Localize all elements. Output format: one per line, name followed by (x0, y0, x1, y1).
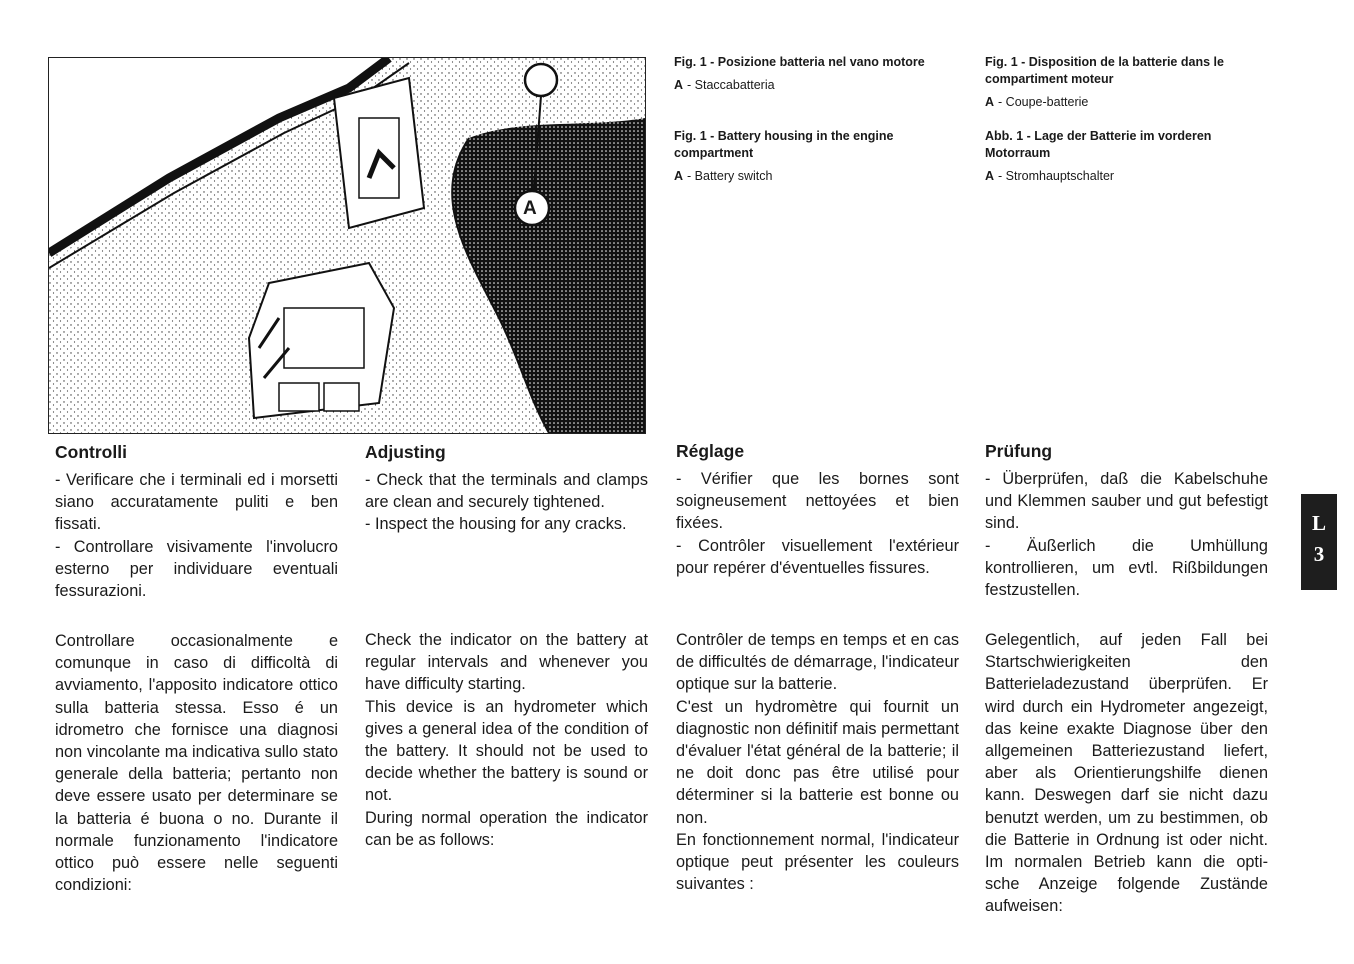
caption-letter-en: A (674, 169, 684, 183)
caption-en (674, 128, 964, 185)
check-text-fr (676, 468, 959, 579)
caption-it (674, 54, 964, 94)
caption-text-en: - Battery switch (687, 169, 773, 183)
check-text-it (55, 469, 338, 602)
indicator-paragraph-en-1: Check the indicator on the battery at regular intervals and whenever you have difficulty starting. (365, 631, 648, 694)
caption-title-it: Fig. 1 - Posizione batteria nel vano motore (674, 55, 925, 69)
battery-housing-illustration (48, 57, 646, 434)
caption-fr (985, 54, 1275, 111)
caption-letter-it: A (674, 78, 684, 92)
caption-letter-fr: A (985, 95, 995, 109)
caption-de (985, 128, 1275, 185)
check-item-fr-1: - Vérifier que les bornes sont soigneusement nettoyées et bien fixées. (676, 470, 959, 533)
indicator-text-fr (676, 629, 959, 895)
check-text-en (365, 469, 648, 536)
caption-text-it: - Staccabatteria (687, 78, 775, 92)
indicator-text-it (55, 630, 338, 896)
check-item-de-2: - Äußerlich die Umhüllung kontrollieren, um evtl. Rißbildungen festzustellen. (985, 536, 1268, 600)
caption-text-fr: - Coupe-batterie (998, 95, 1089, 109)
indicator-paragraph-fr-2: C'est un hydromètre qui fournit un diagnostic non définitif mais permettant d'évaluer l'état général de la batterie; il ne doit donc pas être utilisé pour déterminer si la batterie est bonne ou non. (676, 697, 959, 827)
indicator-text-en (365, 629, 648, 851)
indicator-paragraph-en-3: During normal operation the indicator can be as follows: (365, 808, 648, 849)
indicator-paragraph-de: Gelegentlich, auf jeden Fall bei Startschwierigkeiten den Batterieladezustand überprüfen. Er wird durch ein Hydrometer angezeigt, das keine exakte Diagnose über den allgemeinen Batteriezustand liefert, aber als Orientierungshilfe dienen kann. Deswegen darf sie nicht dazu benutzt werden, um zu bestimmen, ob die Batterie in Ordnung ist oder nicht. Im normalen Betrieb kann die opti-sche Anzeige folgende Zustände aufweisen: (985, 631, 1268, 916)
check-text-de (985, 468, 1268, 601)
heading-fr: Réglage (676, 441, 745, 461)
check-item-it-1: - Verificare che i terminali ed i morsetti siano accuratamente puliti e ben fissati. (55, 471, 338, 534)
section-tab (1301, 494, 1337, 590)
heading-de: Prüfung (985, 441, 1053, 461)
heading-it: Controlli (55, 442, 127, 462)
indicator-paragraph-fr-3: En fonctionnement normal, l'indicateur optique peut présenter les couleurs suivantes : (676, 830, 959, 894)
caption-title-en: Fig. 1 - Battery housing in the engine compartment (674, 129, 894, 160)
caption-letter-de: A (985, 169, 995, 183)
indicator-text-de (985, 629, 1268, 918)
check-item-de-1: - Überprüfen, daß die Kabelschuhe und Klemmen sauber und gut befestigt sind. (985, 470, 1268, 533)
caption-title-fr: Fig. 1 - Disposition de la batterie dans le compartiment moteur (985, 55, 1224, 86)
section-tab-number: 3 (1313, 542, 1325, 566)
indicator-paragraph-it: Controllare occasionalmente e comunque in caso di difficoltà di avviamento, l'apposito indicatore ottico sulla batteria stessa. Esso é un idrometro che fornisce una diagnosi non vincolante ma indicativa sullo stato generale della batteria; pertanto non deve essere usato per determinare se la batteria é buona o no. Durante il normale funzionamento l'indicatore ottico può essere nelle seguenti condizioni: (55, 632, 338, 895)
caption-title-de: Abb. 1 - Lage der Batterie im vorderen Motorraum (985, 129, 1212, 160)
section-tab-letter: L (1311, 511, 1326, 535)
check-item-en-1: - Check that the terminals and clamps are clean and securely tightened. (365, 471, 648, 512)
callout-label-a: A (523, 198, 537, 219)
indicator-paragraph-en-2: This device is an hydrometer which gives a general idea of the condition of the battery. It should not be used to decide whether the battery is sound or not. (365, 697, 648, 805)
check-item-en-2: - Inspect the housing for any cracks. (365, 515, 627, 534)
check-item-it-2: - Controllare visivamente l'involucro esterno per individuare eventuali fessurazioni. (55, 537, 338, 601)
indicator-paragraph-fr-1: Contrôler de temps en temps et en cas de difficultés de démarrage, l'indicateur optique sur la batterie. (676, 631, 959, 694)
heading-en: Adjusting (365, 442, 446, 462)
check-item-fr-2: - Contrôler visuellement l'extérieur pour repérer d'éventuelles fissures. (676, 536, 959, 577)
caption-text-de: - Stromhauptschalter (998, 169, 1115, 183)
